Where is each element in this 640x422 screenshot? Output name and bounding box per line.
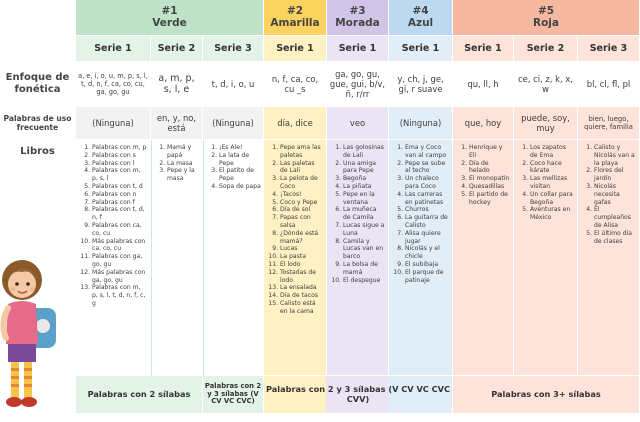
book-title: 3. La pelota de Coco [280, 175, 324, 191]
corner-cell [0, 0, 76, 62]
book-title: 8. Camila y Lucas van en barco [343, 238, 386, 261]
palabras-cell: puede, soy, muy [514, 107, 578, 140]
book-title: 15. Calisto está en la cama [280, 300, 324, 316]
book-title: 4. Las carreras en patinetas [405, 191, 450, 207]
book-title: 3. Un chaleco para Coco [405, 175, 450, 191]
book-title: 7. Alisa quiere jugar [405, 230, 450, 246]
palabras-cell: día, dice [264, 107, 327, 140]
book-title: 7. Lucas sigue a Luna [343, 222, 386, 238]
serie-header: Serie 1 [389, 36, 453, 62]
book-title: 7. Papas con salsa [280, 214, 324, 230]
column-divider [151, 140, 152, 376]
book-title: 2. Pepe se sube al techo [405, 160, 450, 176]
book-title: 1. Ema y Coco van al campo [405, 144, 450, 160]
libros-cell [76, 140, 151, 376]
book-title: 3. El monopatín [469, 175, 511, 183]
libros-cell [151, 140, 203, 376]
level-number: #3 [349, 5, 366, 17]
palabras-cell: (Ninguna) [76, 107, 151, 140]
palabras-cell: veo [327, 107, 389, 140]
palabras-cell: (Ninguna) [203, 107, 264, 140]
book-title: 4. Sopa de papa [219, 183, 261, 191]
book-title: 9. El subibaja [405, 261, 450, 269]
book-title: 8. Nicolás y el chicle [405, 245, 450, 261]
enfoque-cell: qu, ll, h [453, 62, 514, 107]
book-list [203, 140, 263, 191]
footer-syllables-mid: Palabras con 2 y 3 sílabas (V CV VC CVC CVV) [264, 376, 453, 414]
libros-cell [578, 140, 640, 376]
book-title: 2. Coco hace kárate [530, 160, 575, 176]
book-title: 3. Pepe y la masa [167, 167, 200, 183]
book-title: 10. La pasta [280, 253, 324, 261]
book-title: 6. Palabras con n [92, 191, 148, 199]
book-title: 6. Día de sol [280, 206, 324, 214]
serie-header: Serie 3 [578, 36, 640, 62]
book-title: 5. Coco y Pepe [280, 199, 324, 207]
book-title: 5. Pepe en la ventana [343, 191, 386, 207]
level-number: #1 [161, 5, 178, 17]
book-title: 14. Día de tacos [280, 292, 324, 300]
enfoque-cell: a, e, i, o, u, m, p, s, l, t, d, n, f, ca, co, cu, ga, go, gu [76, 62, 151, 107]
book-title: 2. Una amiga para Pepe [343, 160, 386, 176]
book-title: 1. ¡Es Ale! [219, 144, 261, 152]
enfoque-label: Enfoque de fonética [0, 62, 76, 107]
palabras-cell: que, hoy [453, 107, 514, 140]
book-list [327, 140, 388, 284]
book-title: 1. Henrique y Eli [469, 144, 511, 160]
column-divider [203, 140, 204, 376]
book-title: 8. ¿Dónde está mamá? [280, 230, 324, 246]
book-title: 12. Tostadas de lodo [280, 269, 324, 285]
book-title: 13. Palabras con m, p, s, l, t, d, n, f, c, g [92, 284, 148, 307]
book-list [264, 140, 326, 316]
book-title: 13. La ensalada [280, 284, 324, 292]
book-title: 3. El patito de Pepe [219, 167, 261, 183]
book-title: 1. Las golosinas de Lali [343, 144, 386, 160]
book-title: 2. La masa [167, 160, 200, 168]
palabras-cell: en, y, no, está [151, 107, 203, 140]
level-name: Morada [335, 17, 380, 29]
palabras-cell: (Ninguna) [389, 107, 453, 140]
book-title: 5. El partido de hockey [469, 191, 511, 207]
enfoque-cell: t, d, i, o, u [203, 62, 264, 107]
book-title: 1. Palabras con m, p [92, 144, 148, 152]
book-title: 9. Lucas [280, 245, 324, 253]
libros-cell [203, 140, 264, 376]
serie-header: Serie 1 [76, 36, 151, 62]
book-title: 5. El último día de clases [594, 230, 637, 246]
book-list [453, 140, 513, 206]
book-title: 6. La muñeca de Camila [343, 206, 386, 222]
book-title: 11. El lodo [280, 261, 324, 269]
book-title: 4. El cumpleaños de Alisa [594, 206, 637, 229]
enfoque-cell: ga, go, gu, gue, gui, b/v, ñ, r/rr [327, 62, 389, 107]
serie-header: Serie 1 [453, 36, 514, 62]
level-number: #4 [412, 5, 429, 17]
book-title: 1. Calisto y Nicolás van a la playa [594, 144, 637, 167]
libros-cell [264, 140, 327, 376]
level-name: Roja [533, 17, 559, 29]
book-title: 2. Las paletas de Lali [280, 160, 324, 176]
footer-syllables-verde-3: Palabras con 2 y 3 sílabas (V CV VC CVC) [203, 376, 264, 414]
footer-syllables-roja: Palabras con 3+ sílabas [453, 376, 640, 414]
serie-header: Serie 1 [264, 36, 327, 62]
book-title: 7. Palabras con f [92, 199, 148, 207]
girl-with-backpack-icon [0, 258, 60, 418]
book-title: 4. Un collar para Begoña [530, 191, 575, 207]
book-title: 10. Más palabras con ca, co, cu [92, 238, 148, 254]
book-list [514, 140, 577, 222]
book-title: 2. Día de helado [469, 160, 511, 176]
libros-cell [514, 140, 578, 376]
book-title: 3. Begoña [343, 175, 386, 183]
footer-syllables-verde: Palabras con 2 sílabas [76, 376, 203, 414]
book-title: 3. Palabras con l [92, 160, 148, 168]
book-title: 4. Quesadillas [469, 183, 511, 191]
book-title: 6. La guitarra de Calisto [405, 214, 450, 230]
libros-cell [389, 140, 453, 376]
book-title: 10. El despegue [343, 277, 386, 285]
book-title: 9. Palabras con ca, co, cu [92, 222, 148, 238]
book-title: 1. Los zapatos de Ema [530, 144, 575, 160]
book-title: 4. ¡Tacos! [280, 191, 324, 199]
book-title: 5. Churros [405, 206, 450, 214]
enfoque-cell: ce, ci, z, k, x, w [514, 62, 578, 107]
book-list [389, 140, 452, 284]
book-title: 12. Más palabras con ga, go, gu [92, 269, 148, 285]
book-title: 3. Las mellizas visitan [530, 175, 575, 191]
level-header-morada [327, 0, 389, 36]
book-title: 1. Mamá y papá [167, 144, 200, 160]
book-title: 4. La piñata [343, 183, 386, 191]
book-title: 11. Palabras con ga, go, gu [92, 253, 148, 269]
libros-label: Libros [0, 140, 76, 170]
level-header-amarilla [264, 0, 327, 36]
book-title: 8. Palabras con t, d, n, f [92, 206, 148, 222]
book-title: 5. Palabras con t, d [92, 183, 148, 191]
book-title: 5. Aventuras en México [530, 206, 575, 222]
enfoque-cell: n, f, ca, co, cu _s [264, 62, 327, 107]
level-number: #5 [537, 5, 555, 17]
book-title: 2. La lata de Pepe [219, 152, 261, 168]
level-name: Azul [407, 17, 434, 29]
book-title: 2. Flores del jardín [594, 167, 637, 183]
book-title: 3. Nicolás necesita gafas [594, 183, 637, 206]
libros-cell [453, 140, 514, 376]
enfoque-cell: y, ch, j, ge, gi, r suave [389, 62, 453, 107]
level-header-azul [389, 0, 453, 36]
palabras-cell: bien, luego, quiere, familia [578, 107, 640, 140]
book-title: 10. El parque de patinaje [405, 269, 450, 285]
book-title: 9. La bolsa de mamá [343, 261, 386, 277]
level-header-verde [76, 0, 264, 36]
libros-cell [327, 140, 389, 376]
book-title: 2. Palabras con s [92, 152, 148, 160]
serie-header: Serie 3 [203, 36, 264, 62]
level-name: Verde [152, 17, 187, 29]
book-list [151, 140, 202, 183]
book-list [76, 140, 150, 308]
book-list [578, 140, 639, 245]
enfoque-cell: bl, cl, fl, pl [578, 62, 640, 107]
serie-header: Serie 2 [514, 36, 578, 62]
serie-header: Serie 2 [151, 36, 203, 62]
serie-header: Serie 1 [327, 36, 389, 62]
palabras-label: Palabras de uso frecuente [0, 107, 76, 140]
level-header-roja [453, 0, 640, 36]
girl-illustration [0, 258, 60, 418]
book-title: 1. Pepe ama las paletas [280, 144, 324, 160]
level-number: #2 [286, 5, 304, 17]
book-title: 4. Palabras con m, p, s, l [92, 167, 148, 183]
enfoque-cell: a, m, p, s, l, e [151, 62, 203, 107]
level-name: Amarilla [270, 17, 320, 29]
